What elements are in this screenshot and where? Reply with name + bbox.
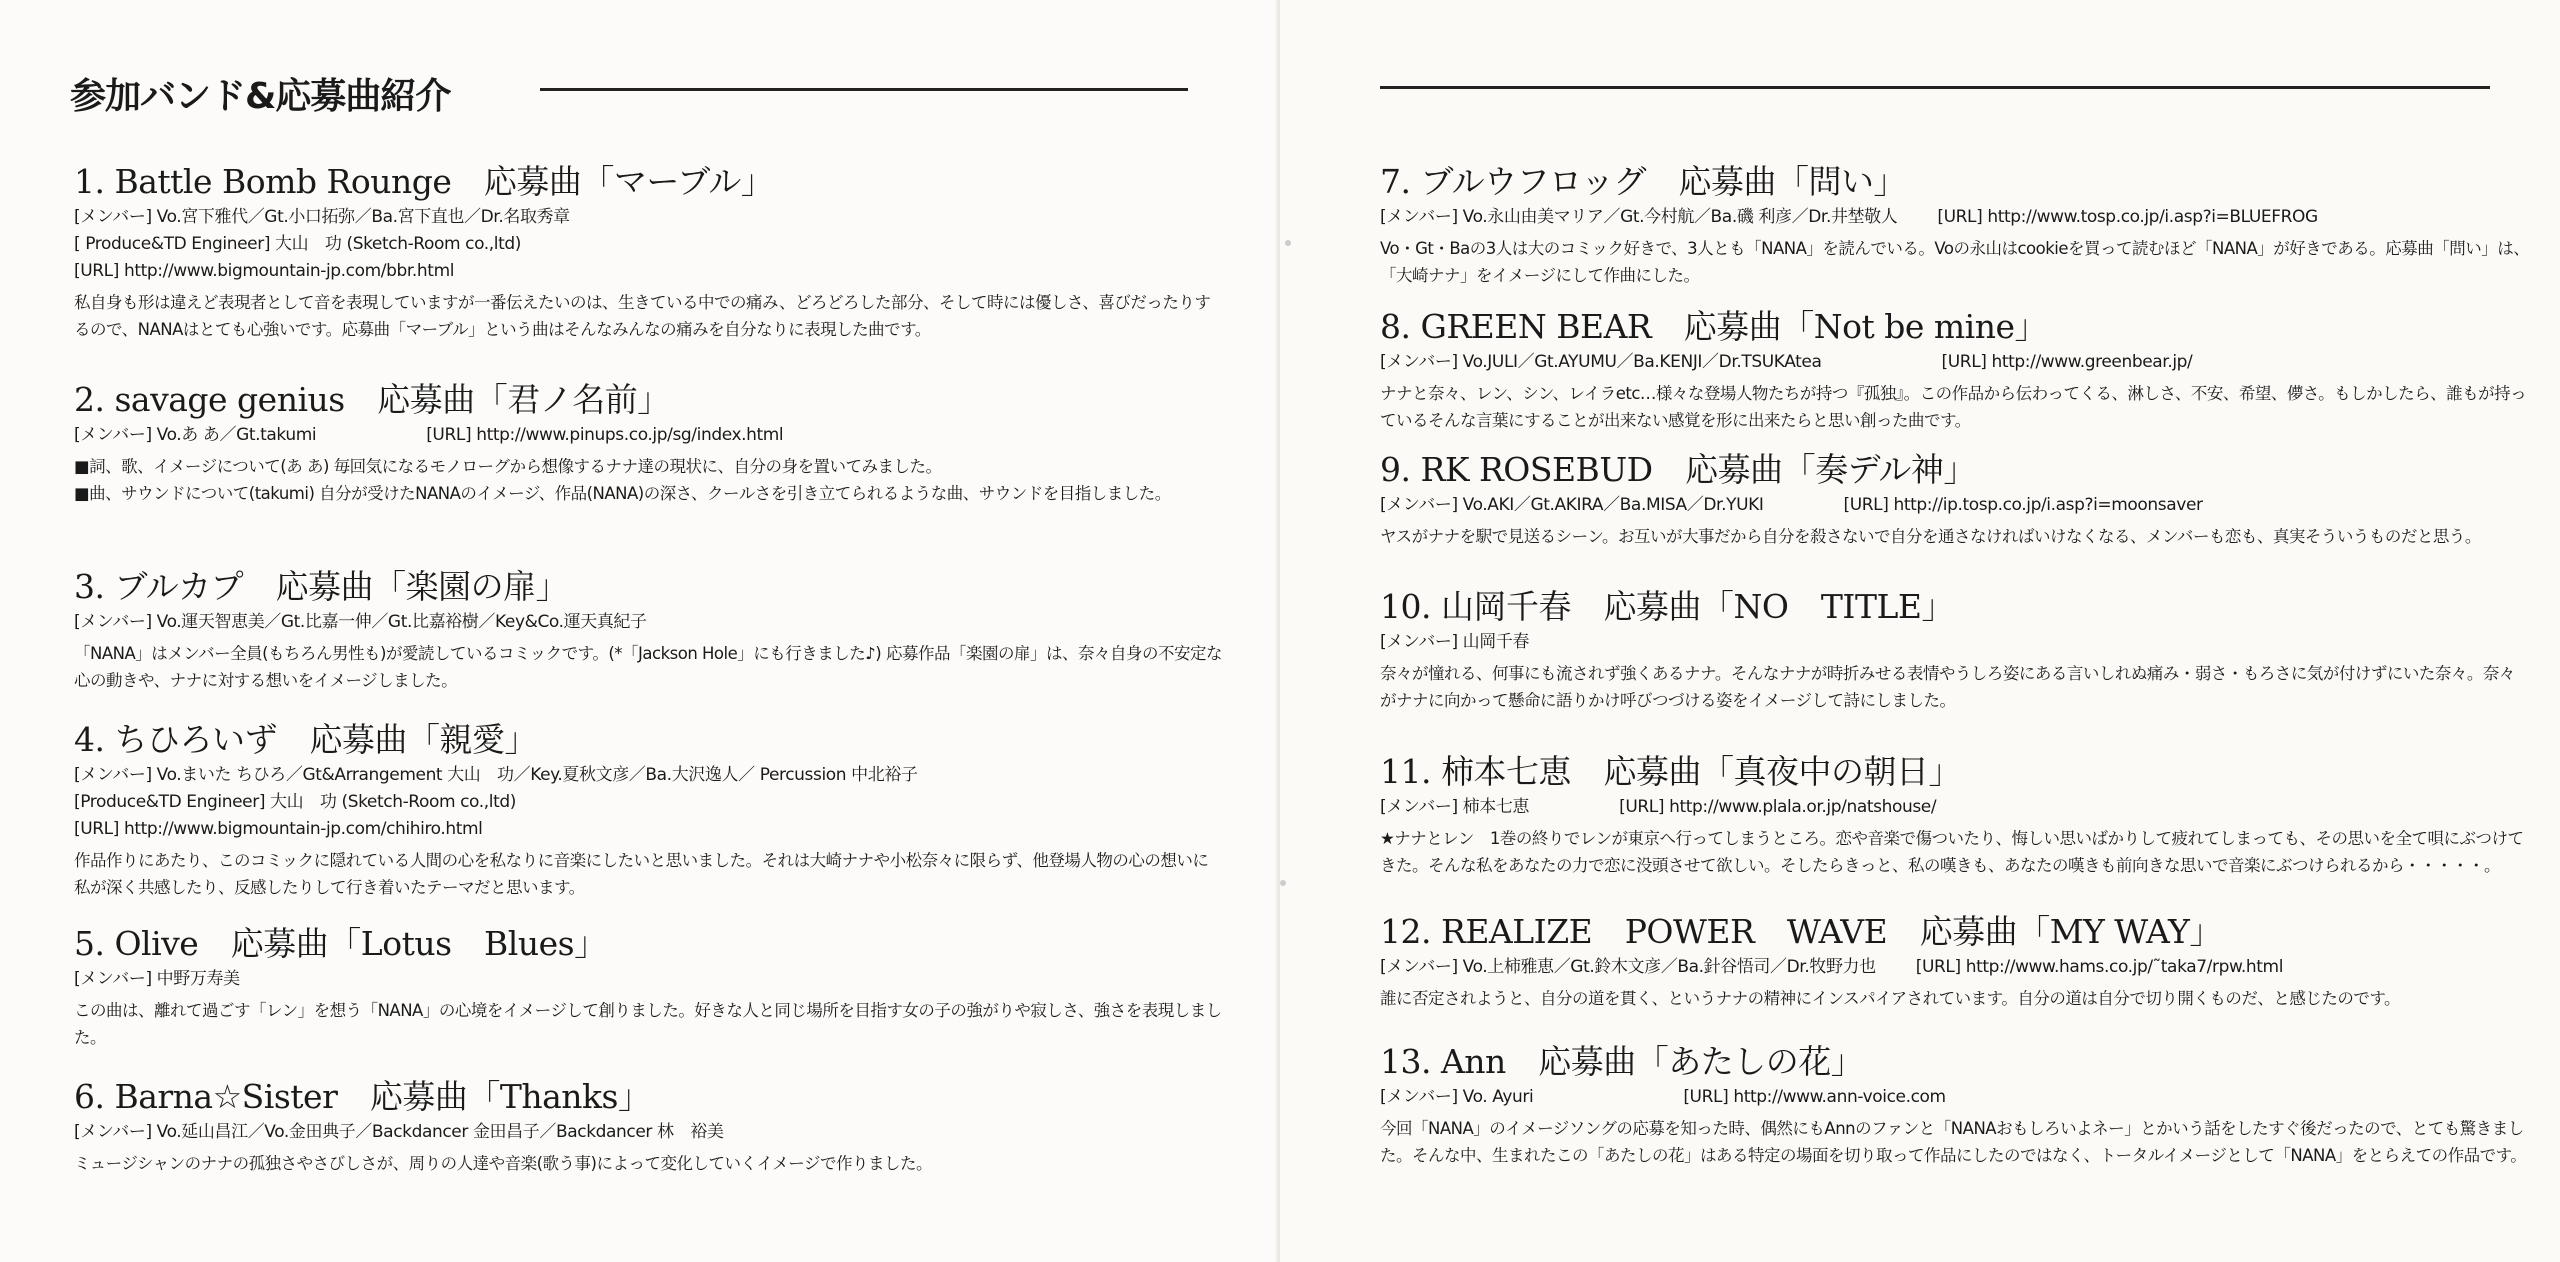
entry-description: ヤスがナナを駅で見送るシーン。お互いが大事だから自分を殺さないで自分を通さなければいけなくなる、メンバーも恋も、真実そういうものだと思う。: [1380, 527, 2481, 546]
entry-description: [74, 453, 1224, 507]
entry-7: [1380, 160, 2530, 289]
entry-5: [74, 922, 1224, 1051]
entry-title: 2. savage genius 応募曲「君ノ名前」: [74, 380, 670, 419]
description-line: ■曲、サウンドについて(takumi) 自分が受けたNANAのイメージ、作品(NANA)の深さ、クールさを引き立てられるような曲、サウンドを目指しました。: [74, 484, 1171, 503]
entry-6: [74, 1075, 1224, 1177]
entry-engineer: [ Produce&TD Engineer] 大山 功 (Sketch-Room co.,ltd): [74, 234, 521, 254]
paper-speck: [1280, 880, 1286, 886]
entry-members: [メンバー] Vo.JULI／Gt.AYUMU／Ba.KENJI／Dr.TSUKAtea: [1380, 352, 1822, 372]
entry-title: 10. 山岡千春 応募曲「NO TITLE」: [1380, 587, 1954, 626]
entry-10: [1380, 585, 2530, 714]
entry-description: 「NANA」はメンバー全員(もちろん男性も)が愛読しているコミックです。(*「Jackson Hole」にも行きました♪) 応募作品「楽園の扉」は、奈々自身の不安定な心の動きや、ナナに対する想いをイメージしました。: [74, 644, 1222, 690]
entry-title: 3. ブルカプ 応募曲「楽園の扉」: [74, 567, 569, 606]
entry-url: [URL] http://www.tosp.co.jp/i.asp?i=BLUEFROG: [1937, 207, 2318, 227]
entry-meta: [1380, 204, 2530, 231]
entry-url: [URL] http://www.bigmountain-jp.com/bbr.html: [74, 261, 455, 281]
entry-title: 9. RK ROSEBUD 応募曲「奏デル神」: [1380, 450, 1976, 489]
entry-description: 作品作りにあたり、このコミックに隠れている人間の心を私なりに音楽にしたいと思いました。それは大崎ナナや小松奈々に限らず、他登場人物の心の想いに私が深く共感したり、反感したりして行き着いたテーマだと思います。: [74, 851, 1209, 897]
description-line: ■詞、歌、イメージについて(あ あ) 毎回気になるモノローグから想像するナナ達の現状に、自分の身を置いてみました。: [74, 457, 942, 476]
entry-members: [メンバー] 山岡千春: [1380, 632, 1530, 652]
entry-8: [1380, 305, 2530, 434]
entry-title: 1. Battle Bomb Rounge 応募曲「マーブル」: [74, 162, 774, 201]
entry-description: ナナと奈々、レン、シン、レイラetc…様々な登場人物たちが持つ『孤独』。この作品から伝わってくる、淋しさ、不安、希望、儚さ。もしかしたら、誰もが持っているそんな言葉にすることが出来ない感覚を形に出来たらと思い創った曲です。: [1380, 384, 2527, 430]
entry-url: [URL] http://ip.tosp.co.jp/i.asp?i=moonsaver: [1843, 495, 2203, 515]
entry-description: Vo・Gt・Baの3人は大のコミック好きで、3人とも「NANA」を読んでいる。Voの永山はcookieを買って読むほど「NANA」が好きである。応募曲「問い」は、「大崎ナナ」をイメージにして作曲にした。: [1380, 239, 2530, 285]
paper-speck: [1285, 240, 1291, 246]
entry-members: [メンバー] Vo.まいた ちひろ／Gt&Arrangement 大山 功／Key.夏秋文彦／Ba.大沢逸人／ Percussion 中北裕子: [74, 765, 918, 785]
entry-description: 今回「NANA」のイメージソングの応募を知った時、偶然にもAnnのファンと「NANAおもしろいよネー」とかいう話をしたすぐ後だったので、とても驚きました。そんな中、生まれたこの「あたしの花」はある特定の場面を切り取って作品にしたのではなく、トータルイメージとして「NANA」をとらえての作品です。: [1380, 1119, 2527, 1165]
entry-members: [メンバー] Vo.延山昌江／Vo.金田典子／Backdancer 金田昌子／Backdancer 林 裕美: [74, 1122, 724, 1142]
entry-1: [74, 160, 1224, 343]
entry-9: [1380, 448, 2530, 550]
entry-title: 13. Ann 応募曲「あたしの花」: [1380, 1042, 1864, 1081]
entry-description: この曲は、離れて過ごす「レン」を想う「NANA」の心境をイメージして創りました。好きな人と同じ場所を目指す女の子の強がりや寂しさ、強さを表現しました。: [74, 1001, 1222, 1047]
entry-title: 11. 柿本七恵 応募曲「真夜中の朝日」: [1380, 752, 1961, 791]
entry-description: ミュージシャンのナナの孤独さやさびしさが、周りの人達や音楽(歌う事)によって変化していくイメージで作りました。: [74, 1154, 932, 1173]
entry-url: [URL] http://www.hams.co.jp/˜taka7/rpw.html: [1915, 957, 2284, 977]
entry-members: [メンバー] Vo. Ayuri: [1380, 1087, 1534, 1107]
entry-title: 7. ブルウフロッグ 応募曲「問い」: [1380, 162, 1906, 201]
entry-description: 奈々が憧れる、何事にも流されず強くあるナナ。そんなナナが時折みせる表情やうしろ姿にある言いしれぬ痛み・弱さ・もろさに気が付けずにいた奈々。奈々がナナに向かって懸命に語りかけ呼びつづける姿をイメージして詩にしました。: [1380, 664, 2515, 710]
entry-members: [メンバー] Vo.宮下雅代／Gt.小口拓弥／Ba.宮下直也／Dr.名取秀章: [74, 207, 570, 227]
entry-members: [メンバー] Vo.永山由美マリア／Gt.今村航／Ba.磯 利彦／Dr.井埜敬人: [1380, 207, 1898, 227]
entry-url: [URL] http://www.ann-voice.com: [1683, 1087, 1946, 1107]
entry-url: [URL] http://www.pinups.co.jp/sg/index.html: [426, 425, 784, 445]
entry-description: 私自身も形は違えど表現者として音を表現していますが一番伝えたいのは、生きている中での痛み、どろどろした部分、そして時には優しさ、喜びだったりするので、NANAはとても心強いです。応募曲「マーブル」という曲はそんなみんなの痛みを自分なりに表現した曲です。: [74, 293, 1211, 339]
entry-members: [メンバー] Vo.運天智恵美／Gt.比嘉一伸／Gt.比嘉裕樹／Key&Co.運天真紀子: [74, 612, 647, 632]
page-title: 参加バンド&応募曲紹介: [70, 76, 451, 117]
entry-meta: [1380, 492, 2530, 519]
entry-meta: [1380, 349, 2530, 376]
entry-description: ★ナナとレン 1巻の終りでレンが東京へ行ってしまうところ。恋や音楽で傷ついたり、悔しい思いばかりして疲れてしまっても、その思いを全て唄にぶつけてきた。そんな私をあなたの力で恋に没頭させて欲しい。そしたらきっと、私の嘆きも、あなたの嘆きも前向きな思いで音楽にぶつけられるから・・・・・。: [1380, 829, 2524, 875]
entry-title: 5. Olive 応募曲「Lotus Blues」: [74, 924, 607, 963]
entry-meta: [1380, 1084, 2530, 1111]
entry-11: [1380, 750, 2530, 879]
header-rule: [1380, 86, 2490, 89]
entry-members: [メンバー] Vo.あ あ／Gt.takumi: [74, 425, 317, 445]
entry-description: 誰に否定されようと、自分の道を貫く、というナナの精神にインスパイアされています。自分の道は自分で切り開くものだ、と感じたのです。: [1380, 989, 2401, 1008]
entry-12: [1380, 910, 2530, 1012]
entry-3: [74, 565, 1224, 694]
entry-meta: [1380, 794, 2530, 821]
entry-title: 12. REALIZE POWER WAVE 応募曲「MY WAY」: [1380, 912, 2222, 951]
entry-members: [メンバー] 中野万寿美: [74, 969, 240, 989]
entry-url: [URL] http://www.greenbear.jp/: [1941, 352, 2193, 372]
entry-members: [メンバー] Vo.上柿雅恵／Gt.鈴木文彦／Ba.針谷悟司／Dr.牧野力也: [1380, 957, 1876, 977]
right-page: [1280, 0, 2560, 1262]
entry-meta: [1380, 954, 2530, 981]
entry-2: [74, 378, 1224, 507]
entry-title: 6. Barna☆Sister 応募曲「Thanks」: [74, 1077, 651, 1116]
entry-url: [URL] http://www.plala.or.jp/natshouse/: [1619, 797, 1937, 817]
entry-13: [1380, 1040, 2530, 1169]
entry-4: [74, 718, 1224, 901]
entry-meta: [74, 422, 1224, 449]
entry-members: [メンバー] 柿本七恵: [1380, 797, 1530, 817]
entry-engineer: [Produce&TD Engineer] 大山 功 (Sketch-Room co.,ltd): [74, 792, 516, 812]
entry-title: 4. ちひろいず 応募曲「親愛」: [74, 720, 537, 759]
header-rule: [540, 88, 1188, 91]
entry-title: 8. GREEN BEAR 応募曲「Not be mine」: [1380, 307, 2048, 346]
entry-members: [メンバー] Vo.AKI／Gt.AKIRA／Ba.MISA／Dr.YUKI: [1380, 495, 1764, 515]
entry-url: [URL] http://www.bigmountain-jp.com/chihiro.html: [74, 819, 483, 839]
